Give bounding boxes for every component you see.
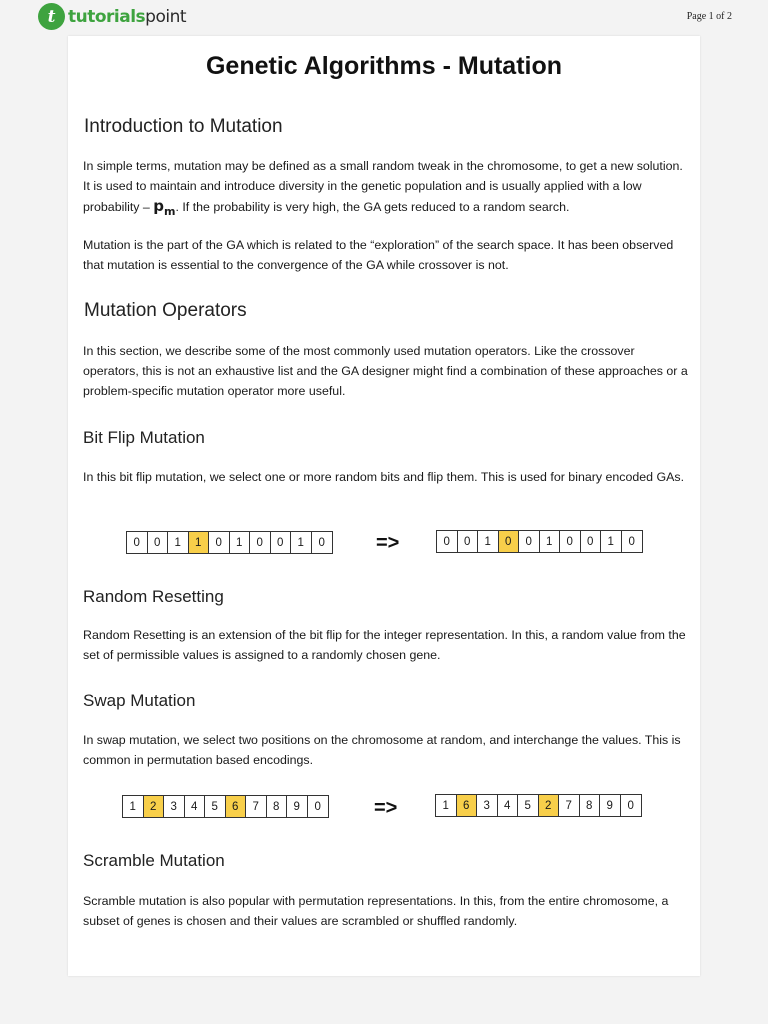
intro-p1-text-after: . If the probability is very high, the GA gets reduced to a random search. — [175, 200, 570, 214]
heading-mutation-operators: Mutation Operators — [84, 300, 247, 321]
heading-swap-mutation: Swap Mutation — [83, 691, 196, 710]
gene-cell: 2 — [539, 795, 560, 816]
bit-flip-chromosome-before — [126, 531, 333, 554]
probability-symbol — [153, 197, 176, 218]
intro-paragraph-1 — [83, 156, 693, 222]
gene-cell: 4 — [185, 796, 206, 817]
gene-cell: 0 — [437, 531, 458, 552]
swap-chromosome-before — [122, 795, 329, 818]
tutorialspoint-logo[interactable] — [38, 3, 186, 30]
probability-symbol-p: p — [153, 197, 165, 215]
intro-paragraph-2: Mutation is the part of the GA which is related to the “exploration” of the search space. It has been observed that mutation is essential to the convergence of the GA while crossover is not. — [83, 238, 674, 272]
gene-cell: 1 — [230, 532, 251, 553]
gene-cell: 6 — [457, 795, 478, 816]
gene-cell: 6 — [226, 796, 247, 817]
heading-introduction: Introduction to Mutation — [84, 116, 283, 137]
gene-cell: 0 — [209, 532, 230, 553]
heading-random-resetting: Random Resetting — [83, 587, 224, 606]
gene-cell: 0 — [499, 531, 520, 552]
gene-cell: 3 — [164, 796, 185, 817]
gene-cell: 1 — [478, 531, 499, 552]
heading-bit-flip: Bit Flip Mutation — [83, 428, 205, 447]
gene-cell: 1 — [601, 531, 622, 552]
logo-icon: t — [38, 3, 65, 30]
page-header — [0, 0, 768, 34]
logo-text-green: tutorials — [68, 6, 146, 27]
scramble-paragraph: Scramble mutation is also popular with permutation representations. In this, from the entire chromosome, a subset of genes is chosen and their values are scrambled or shuffled randomly. — [83, 894, 669, 928]
gene-cell: 4 — [498, 795, 519, 816]
intro-p1-text-before: In simple terms, mutation may be defined as a small random tweak in the chromosome, to get a new solution. It is used to maintain and introduce diversity in the genetic population and is usually applied with a low probability – — [83, 159, 683, 214]
heading-scramble-mutation: Scramble Mutation — [83, 851, 225, 870]
gene-cell: 0 — [314, 800, 321, 813]
probability-symbol-sub: m — [164, 205, 176, 218]
gene-cell: 5 — [205, 796, 226, 817]
gene-cell: 8 — [580, 795, 601, 816]
gene-cell: 1 — [291, 532, 312, 553]
page-title: Genetic Algorithms - Mutation — [205, 52, 563, 80]
bit-flip-arrow: => — [376, 532, 400, 554]
gene-cell: 5 — [518, 795, 539, 816]
gene-cell: 1 — [436, 795, 457, 816]
logo-text-dark: point — [145, 6, 187, 27]
gene-cell: 1 — [189, 532, 210, 553]
swap-chromosome-after — [435, 794, 642, 817]
gene-cell: 0 — [581, 531, 602, 552]
gene-cell: 9 — [287, 796, 308, 817]
bit-flip-paragraph: In this bit flip mutation, we select one or more random bits and flip them. This is used for binary encoded GAs. — [83, 470, 685, 484]
gene-cell: 0 — [271, 532, 292, 553]
page-indicator: Page 1 of 2 — [686, 11, 732, 22]
gene-cell: 0 — [627, 799, 634, 812]
gene-cell: 8 — [267, 796, 288, 817]
gene-cell: 7 — [246, 796, 267, 817]
gene-cell: 7 — [559, 795, 580, 816]
random-resetting-paragraph: Random Resetting is an extension of the bit flip for the integer representation. In this, a random value from the set of permissible values is assigned to a randomly chosen gene. — [83, 628, 686, 662]
gene-cell: 0 — [127, 532, 148, 553]
gene-cell: 0 — [628, 535, 635, 548]
gene-cell: 9 — [600, 795, 621, 816]
gene-cell: 3 — [477, 795, 498, 816]
bit-flip-chromosome-after — [436, 530, 643, 553]
gene-cell: 2 — [144, 796, 165, 817]
swap-paragraph: In swap mutation, we select two positions on the chromosome at random, and interchange the values. This is common in permutation based encodings. — [83, 733, 681, 767]
gene-cell: 0 — [560, 531, 581, 552]
gene-cell: 0 — [458, 531, 479, 552]
gene-cell: 1 — [540, 531, 561, 552]
swap-arrow: => — [374, 797, 398, 819]
gene-cell: 0 — [148, 532, 169, 553]
gene-cell: 1 — [123, 796, 144, 817]
logo-wordmark — [68, 7, 186, 27]
gene-cell: 0 — [318, 536, 325, 549]
gene-cell: 0 — [519, 531, 540, 552]
gene-cell: 1 — [168, 532, 189, 553]
operators-paragraph: In this section, we describe some of the most commonly used mutation operators. Like the crossover operators, this is not an exhaustive list and the GA designer might find a combination of these approaches or a problem-specific mutation operator more useful. — [83, 344, 688, 398]
gene-cell: 0 — [250, 532, 271, 553]
